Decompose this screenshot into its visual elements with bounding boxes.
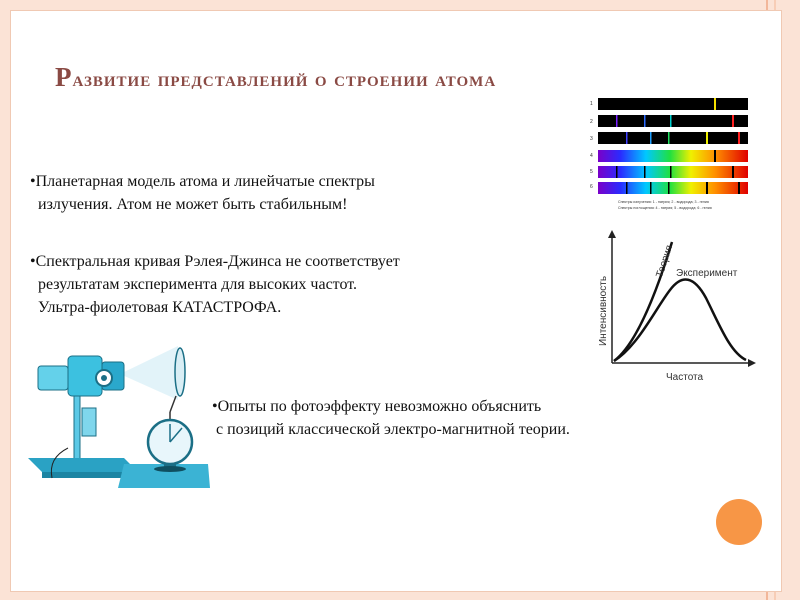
bullet-rayleigh-jeans [30,250,400,319]
rayleigh-jeans-chart [590,228,760,384]
absorption-line [706,182,708,194]
spectrum-number: 5 [590,169,593,175]
absorption-line [644,166,646,178]
spectral-line [670,115,672,127]
slide-title: Развитие представлений о строении атома [55,62,497,92]
spectral-line [732,115,734,127]
absorption-line [714,150,716,162]
spectral-line [714,98,716,110]
absorption-line [626,182,628,194]
absorption-spectrum-hydrogen [598,166,748,178]
plate [175,348,185,396]
table-top-left [28,458,138,472]
spectra-figure [588,95,756,213]
bullet-photoeffect [212,395,570,441]
theory-label: Теория [654,243,676,279]
lamp-lens-center [101,375,107,381]
bullet-line: результатам эксперимента для высоких частот. [38,276,358,293]
emission-spectrum-hydrogen [598,115,748,127]
absorption-spectrum-helium [598,182,748,194]
absorption-line [668,182,670,194]
spectrum-number: 4 [590,153,593,159]
wire [170,396,176,412]
absorption-spectrum-sodium [598,150,748,162]
bullet-planetary-model [30,170,375,216]
spectral-line [626,132,628,144]
spectra-caption: Спектры поглощения: 4 - натрия; 5 - водорода; 6 - гелия [618,206,712,210]
experiment-label: Эксперимент [676,268,738,279]
stand-pole [74,396,80,466]
absorption-line [670,166,672,178]
y-axis-arrow [608,230,616,238]
spectral-line [644,115,646,127]
decorative-orange-circle [716,499,762,545]
spectrum-number: 1 [590,101,593,107]
bullet-line: •Спектральная кривая Рэлея-Джинса не соответствует [30,253,400,270]
emission-spectrum-sodium [598,98,748,110]
bullet-line: с позиций классической электро-магнитной теории. [216,421,570,438]
spectral-line [650,132,652,144]
spectral-line [616,115,618,127]
photoeffect-apparatus-image [28,338,210,494]
stand-clamp [82,408,96,436]
x-axis-label: Частота [666,372,704,383]
emission-spectrum-helium [598,132,748,144]
bullet-line: излучения. Атом не может быть стабильным! [38,196,348,213]
light-beam [120,346,178,400]
electroscope-foot [154,466,186,472]
experiment-curve [614,280,746,361]
spectrum-number: 6 [590,184,593,190]
lamp-body [38,366,68,390]
absorption-line [732,166,734,178]
bullet-line: Ультра-фиолетовая КАТАСТРОФА. [38,299,282,316]
spectral-line [706,132,708,144]
bullet-line: •Планетарная модель атома и линейчатые спектры [30,173,375,190]
spectra-caption: Спектры излучения: 1 - натрия; 2 - водорода; 3 - гелия [618,200,709,204]
bullet-line: •Опыты по фотоэффекту невозможно объяснить [212,398,542,415]
spectrum-number: 3 [590,136,593,142]
spectral-line [668,132,670,144]
spectrum-number: 2 [590,119,593,125]
x-axis-arrow [748,359,756,367]
spectral-line [738,132,740,144]
absorption-line [616,166,618,178]
absorption-line [650,182,652,194]
y-axis-label: Интенсивность [598,275,609,346]
absorption-line [738,182,740,194]
